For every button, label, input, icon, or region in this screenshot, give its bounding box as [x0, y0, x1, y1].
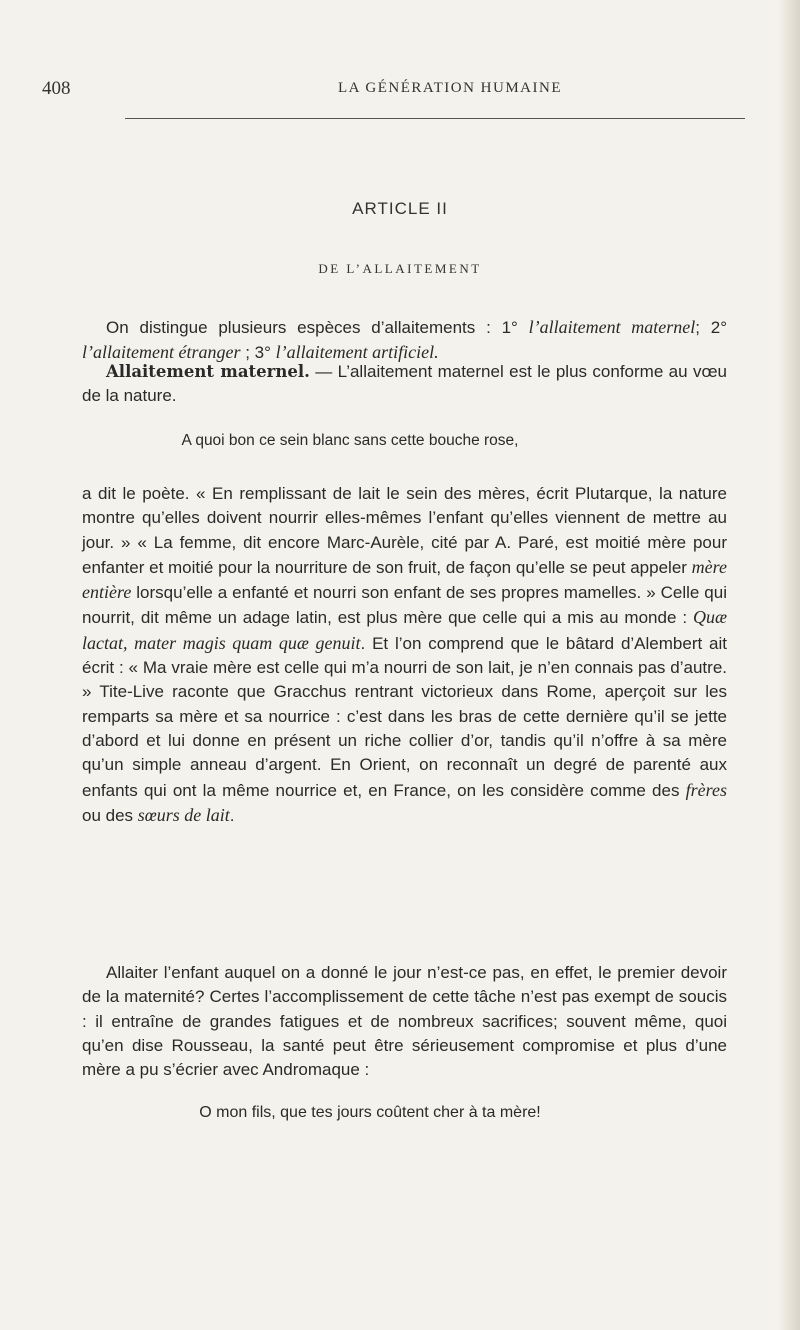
paragraph-allaitement-maternel: Allaitement maternel. — L’allaitement maternel est le plus conforme au vœu de la nature.	[82, 362, 727, 406]
paragraph-allaiter: Allaiter l’enfant auquel on a donné le jour n’est-ce pas, en effet, le premier devoir de la maternité? Certes l’accomplissement de cette tâche n’est pas exempt de soucis : il entraîne de grandes fatigues et de nombreux sacrifices; souvent même, quoi qu’en dise Rousseau, la santé peut être sérieusement compromise et plus d’une mère a pu s’écrier avec Andromaque :	[82, 963, 727, 1080]
verse-quote: A quoi bon ce sein blanc sans cette bouche rose,	[181, 432, 519, 449]
paragraph-main: a dit le poète. « En remplissant de lait le sein des mères, écrit Plutarque, la nature montre qu’elles doivent nourrir elles-mêmes l’enfant qu’elles viennent de mettre au jour. » « La femme, dit encore Marc-Aurèle, cité par A. Paré, est moitié mère pour enfanter et moitié pour la nourriture de son fruit, de façon qu’elle se peut appeler mère entière lorsqu’elle a enfanté et nourri son enfant de ses propres mamelles. » Celle qui nourrit, dit même un adage latin, est plus mère que celle qui a mis au monde : Quæ lactat, mater magis quam quæ genuit. Et l’on comprend que le bâtard d’Alembert ait écrit : « Ma vraie mère est celle qui m’a nourri de son lait, je n’en connais pas d’autre. » Tite-Live raconte que Gracchus rentrant victorieux dans Rome, aperçoit sur les remparts sa mère et sa nourrice : c’est dans les bras de cette dernière qu’il se jette d’abord et lui donne en présent un riche collier d’or, tandis qu’il n’offre à sa mère qu’un simple anneau d’argent. En Orient, on reconnaît un degré de parenté aux enfants qui ont la même nourrice et, en France, on les considère comme des frères ou des sœurs de lait.	[82, 484, 727, 825]
running-title: LA GÉNÉRATION HUMAINE	[338, 80, 562, 96]
verse-andromaque: O mon fils, que tes jours coûtent cher à ta mère!	[199, 1104, 541, 1121]
article-title: ARTICLE II	[352, 199, 448, 218]
page-header	[42, 78, 742, 104]
header-rule	[125, 118, 745, 119]
page-number: 408	[42, 78, 71, 99]
paragraph-heading: Allaitement maternel.	[106, 362, 310, 381]
paragraph-intro: On distingue plusieurs espèces d’allaitements : 1° l’allaitement maternel; 2° l’allaitement étranger ; 3° l’allaitement artificiel.	[82, 317, 728, 363]
section-title: DE L’ALLAITEMENT	[318, 261, 482, 276]
